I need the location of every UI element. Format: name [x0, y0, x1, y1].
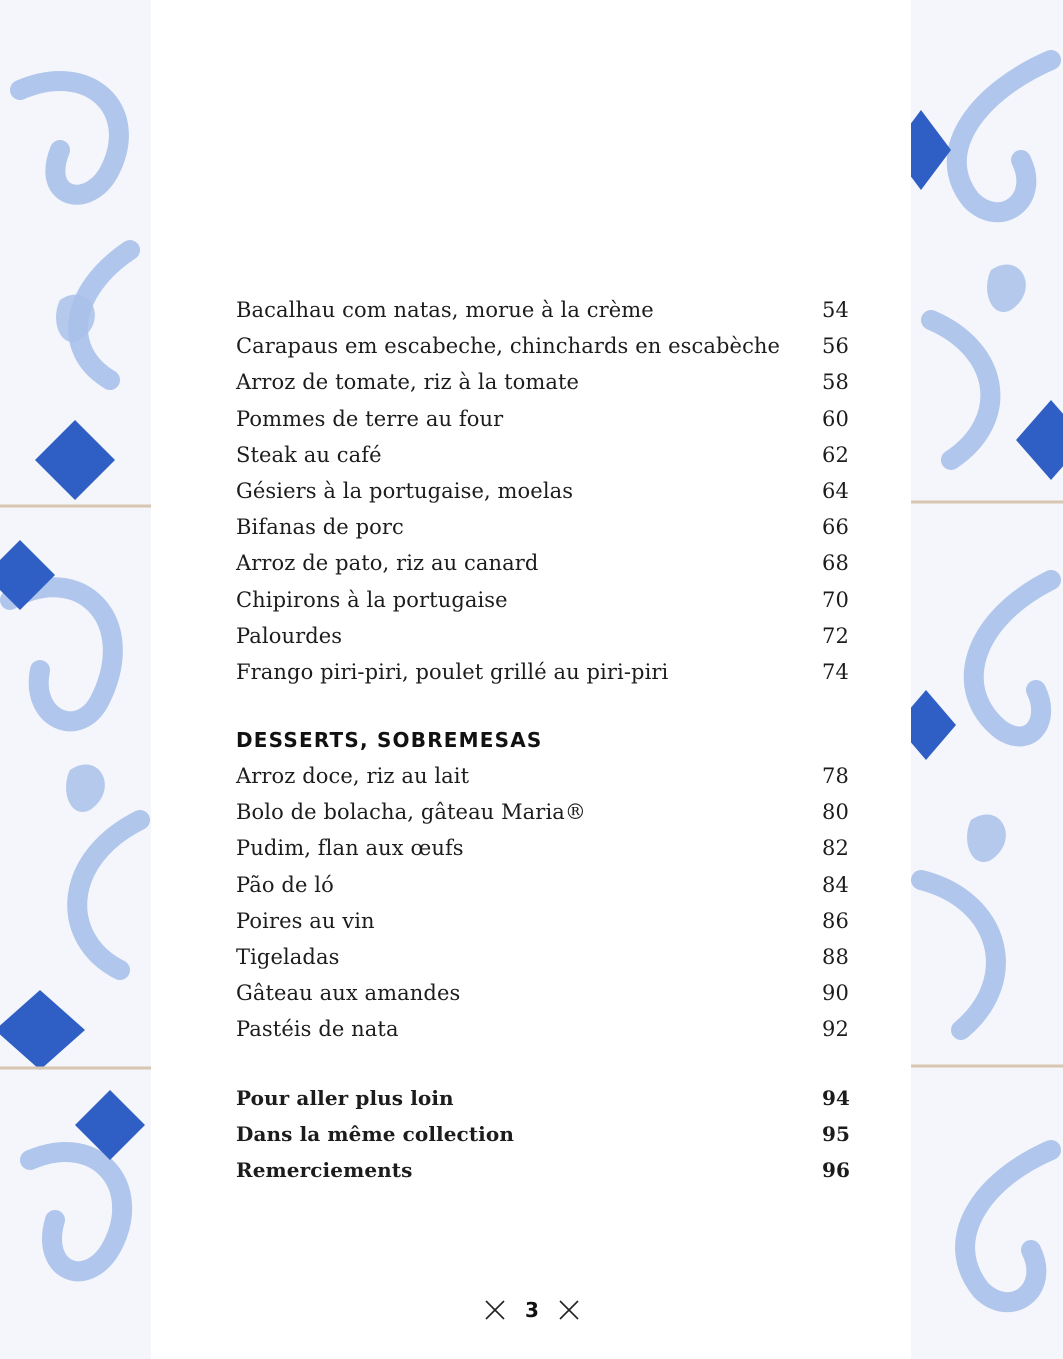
azulejo-tile-border-left [0, 0, 151, 1359]
toc-entry-title: Bacalhau com natas, morue à la crème [236, 298, 654, 322]
toc-entry [236, 292, 856, 328]
toc-entry-page: 64 [822, 478, 849, 503]
toc-entry-title: Frango piri-piri, poulet grillé au piri-piri [236, 659, 669, 684]
toc-entry-title: Pudim, flan aux œufs [236, 836, 464, 861]
toc-entry-title: Remerciements [236, 1157, 413, 1182]
toc-entry-title: Chipirons à la portugaise [236, 587, 508, 612]
toc-entry-title: Poires au vin [236, 908, 375, 933]
toc-entry-title: Gâteau aux amandes [236, 981, 461, 1006]
toc-entry-title: Arroz doce, riz au lait [236, 764, 470, 789]
toc-entry-page: 96 [822, 1157, 851, 1182]
azulejo-tile-border-right [911, 0, 1063, 1359]
toc-entry-page: 82 [822, 836, 849, 861]
page-number: 3 [525, 1298, 539, 1322]
toc-entry [236, 939, 856, 975]
toc-entry [236, 1152, 856, 1188]
toc-entry-page: 92 [822, 1017, 849, 1042]
toc-entry-title: Bolo de bolacha, gâteau Maria® [236, 800, 586, 825]
cross-ornament-icon [484, 1299, 506, 1321]
toc-entry-page: 90 [822, 981, 849, 1006]
toc-entry-page: 62 [822, 442, 849, 467]
toc-entry-title: Palourdes [236, 623, 343, 648]
toc-entry-title: Pommes de terre au four [236, 406, 504, 431]
table-of-contents [236, 292, 856, 1188]
toc-entry-page: 95 [822, 1121, 851, 1146]
toc-entry [236, 509, 856, 545]
main-dishes-list [236, 292, 856, 690]
toc-entry-page: 78 [822, 764, 849, 789]
cross-ornament-icon [558, 1299, 580, 1321]
toc-entry-page: 94 [822, 1085, 851, 1110]
toc-entry [236, 582, 856, 618]
toc-entry [236, 1080, 856, 1116]
toc-entry-page: 68 [822, 551, 849, 576]
toc-entry-title: Gésiers à la portugaise, moelas [236, 478, 574, 503]
toc-entry-page: 72 [822, 623, 849, 648]
toc-entry [236, 1011, 856, 1047]
toc-entry-page: 58 [822, 370, 849, 395]
back-matter-section [236, 1080, 856, 1189]
toc-entry-title: Arroz de pato, riz au canard [236, 551, 539, 576]
toc-entry [236, 401, 856, 437]
toc-entry [236, 545, 856, 581]
toc-entry-page: 86 [822, 908, 849, 933]
toc-entry [236, 437, 856, 473]
toc-entry-title: Dans la même collection [236, 1121, 514, 1146]
toc-entry [236, 867, 856, 903]
toc-entry-page: 80 [822, 800, 849, 825]
toc-entry-page: 88 [822, 945, 849, 969]
toc-entry-title: Arroz de tomate, riz à la tomate [236, 370, 580, 395]
toc-entry-title: Pour aller plus loin [236, 1085, 454, 1110]
toc-entry [236, 975, 856, 1011]
toc-entry [236, 618, 856, 654]
desserts-section [236, 722, 856, 1048]
toc-entry-title: Carapaus em escabeche, chinchards en escabèche [236, 334, 781, 359]
toc-entry [236, 328, 856, 364]
toc-entry [236, 903, 856, 939]
page-folio [484, 1292, 580, 1328]
toc-entry-page: 84 [822, 872, 849, 897]
toc-entry-page: 70 [822, 587, 849, 612]
toc-entry [236, 1116, 856, 1152]
toc-entry [236, 654, 856, 690]
toc-page [151, 0, 911, 1359]
toc-entry-title: Bifanas de porc [236, 515, 404, 540]
azulejo-pattern-left [0, 0, 151, 1359]
azulejo-pattern-right [911, 0, 1063, 1359]
toc-entry-page: 74 [822, 659, 849, 684]
toc-entry-page: 56 [822, 334, 849, 359]
toc-entry [236, 473, 856, 509]
toc-entry [236, 794, 856, 830]
toc-entry-page: 54 [822, 298, 849, 322]
toc-entry [236, 364, 856, 400]
toc-entry [236, 758, 856, 794]
toc-entry-title: Steak au café [236, 442, 382, 467]
section-heading: DESSERTS, SOBREMESAS [236, 728, 543, 753]
toc-entry-page: 60 [822, 406, 849, 431]
toc-entry-title: Tigeladas [236, 945, 340, 969]
toc-entry-page: 66 [822, 515, 849, 540]
toc-entry [236, 830, 856, 866]
toc-entry-title: Pastéis de nata [236, 1017, 399, 1042]
toc-entry-title: Pão de ló [236, 872, 334, 897]
